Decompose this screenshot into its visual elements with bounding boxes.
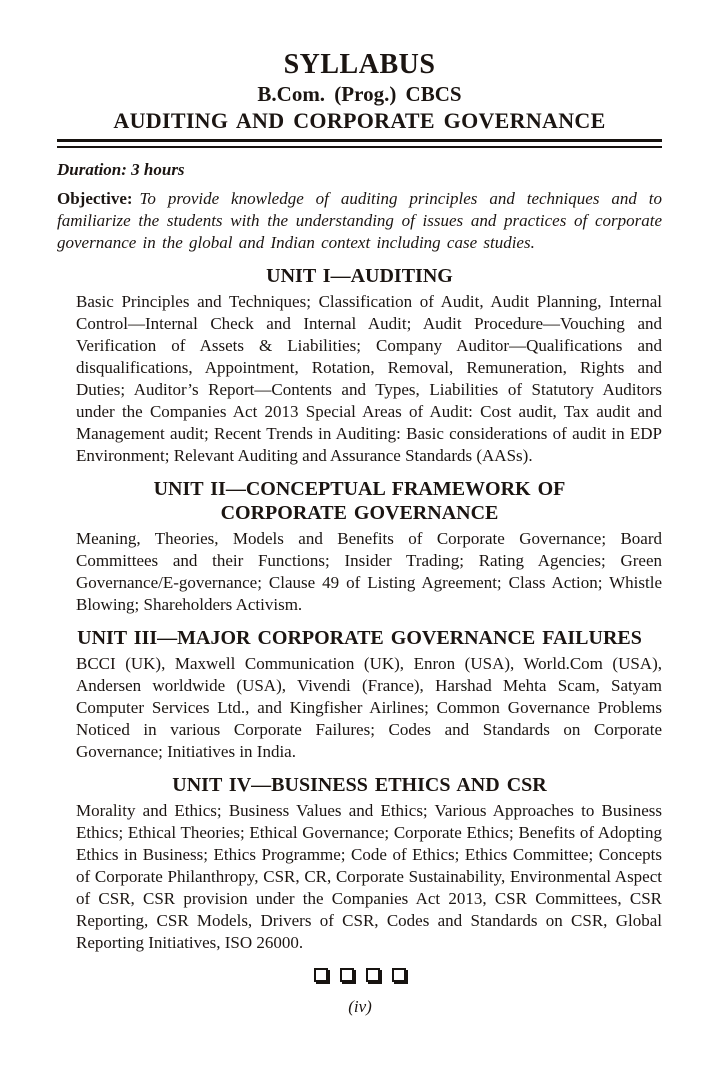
unit-section-2	[57, 477, 662, 616]
objective-label: Objective:	[57, 189, 133, 208]
square-icon	[392, 968, 406, 982]
square-icon	[340, 968, 354, 982]
objective-paragraph	[57, 188, 662, 254]
square-icon	[366, 968, 380, 982]
objective-text: To provide knowledge of auditing principles and techniques and to familiarize the students with the understanding of issues and practices of corporate governance in the global and Indian context including case studies.	[57, 189, 662, 252]
unit-4-body: Morality and Ethics; Business Values and Ethics; Various Approaches to Business Ethics; Ethical Theories; Ethical Governance; Corporate Ethics; Benefits of Adopting Ethics in Business; Ethics Programme; Code of Ethics; Ethics Committee; Concepts of Corporate Philanthropy, CSR, CR, Corporate Sustainability, Environmental Aspect of CSR, CSR provision under the Companies Act 2013, CSR Committees, CSR Reporting, CSR Models, Drivers of CSR, Codes and Standards on CSR, Global Reporting Initiatives, ISO 26000.	[76, 801, 662, 952]
unit-3-body: BCCI (UK), Maxwell Communication (UK), Enron (USA), World.Com (USA), Andersen worldwide (USA), Vivendi (France), Harshad Mehta Scam, Satyam Computer Services Ltd., and Kingfisher Airlines; Common Governance Problems Noticed in various Corporate Failures; Codes and Standards on Corporate Governance; Initiatives in India.	[76, 654, 662, 761]
unit-4-heading: UNIT IV—BUSINESS ETHICS AND CSR	[172, 774, 547, 796]
unit-1-heading: UNIT I—AUDITING	[266, 265, 453, 287]
duration-line: Duration: 3 hours	[57, 160, 185, 179]
unit-3-heading: UNIT III—MAJOR CORPORATE GOVERNANCE FAILURES	[77, 627, 642, 649]
course-title: AUDITING AND CORPORATE GOVERNANCE	[113, 108, 606, 133]
square-icon	[314, 968, 328, 982]
unit-section-4	[57, 773, 662, 954]
unit-2-heading: UNIT II—CONCEPTUAL FRAMEWORK OF CORPORATE GOVERNANCE	[153, 478, 566, 524]
page-title: SYLLABUS	[283, 49, 436, 80]
program-subtitle: B.Com. (Prog.) CBCS	[257, 82, 462, 106]
end-of-chapter-ornament	[57, 966, 662, 984]
unit-section-3	[57, 626, 662, 763]
page-header	[57, 48, 662, 148]
unit-section-1	[57, 264, 662, 467]
unit-2-body: Meaning, Theories, Models and Benefits of Corporate Governance; Board Committees and their Functions; Insider Trading; Rating Agencies; Green Governance/E-governance; Clause 49 of Listing Agreement; Class Action; Whistle Blowing; Shareholders Activism.	[76, 529, 662, 614]
unit-1-body: Basic Principles and Techniques; Classification of Audit, Audit Planning, Internal Control—Internal Check and Internal Audit; Audit Procedure—Vouching and Verification of Assets & Liabilities; Company Auditor—Qualifications and disqualifications, Appointment, Rotation, Removal, Remuneration, Rights and Duties; Auditor’s Report—Contents and Types, Liabilities of Statutory Auditors under the Companies Act 2013 Special Areas of Audit: Cost audit, Tax audit and Management audit; Recent Trends in Auditing: Basic considerations of audit in EDP Environment; Relevant Auditing and Assurance Standards (AASs).	[76, 292, 662, 465]
double-rule-divider	[57, 139, 662, 148]
page-number: (iv)	[348, 997, 372, 1016]
